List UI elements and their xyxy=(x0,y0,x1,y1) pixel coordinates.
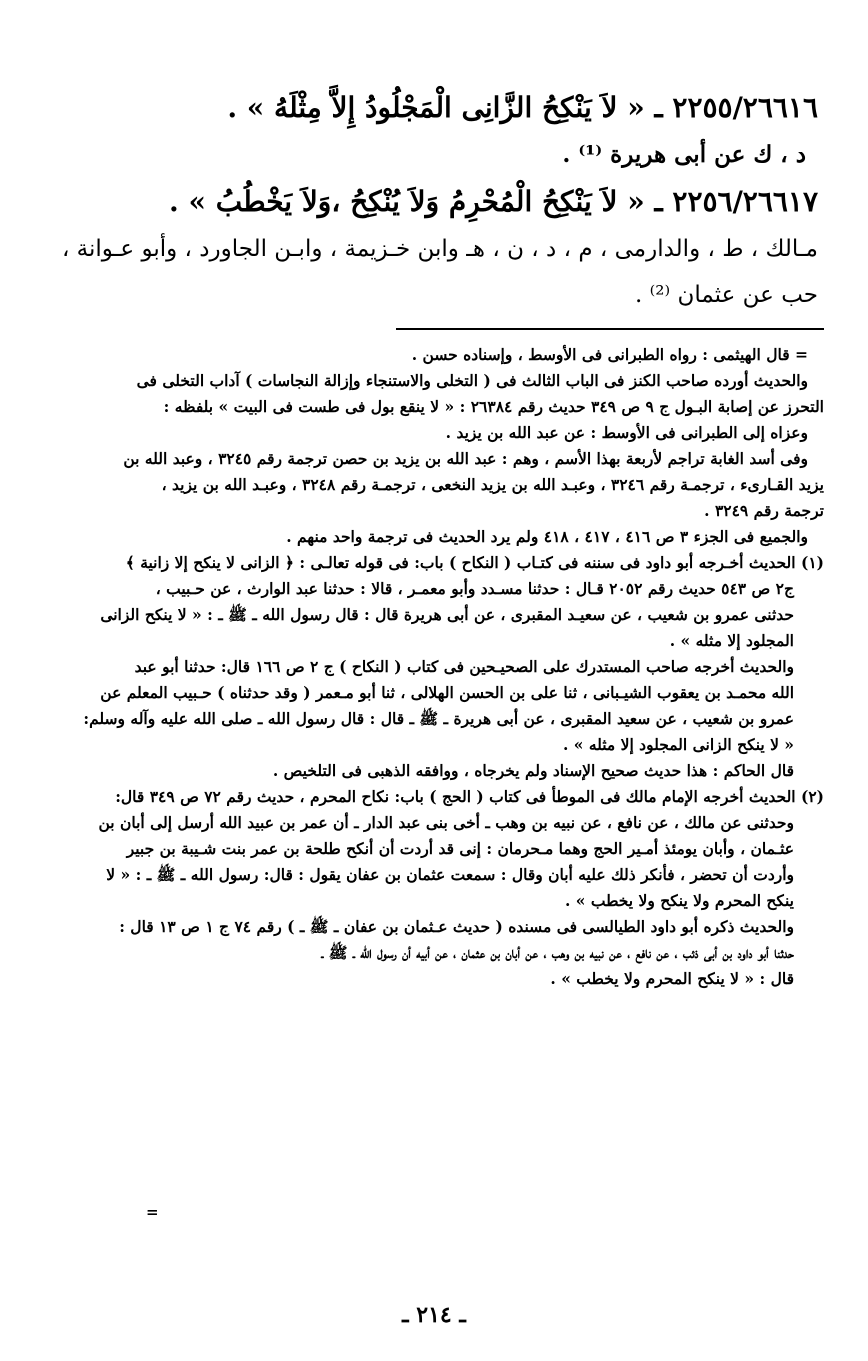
footnote-line: الله محمـد بن يعقوب الشيـبانى ، ثنا على بن الحسن الهلالى ، ثنا أبو مـعمر ( وقد حدثناه ) حـبيب المعلم عن xyxy=(100,683,794,702)
footnote-line: المجلود إلا مثله » . xyxy=(669,631,794,650)
footnote-line: « لا ينكح الزانى المجلود إلا مثله » . xyxy=(562,735,794,754)
footnote-line: والجميع فى الجزء ٣ ص ٤١٦ ، ٤١٧ ، ٤١٨ ولم يرد الحديث فى ترجمة واحد منهم . xyxy=(286,527,808,546)
footnote-line: ج٢ ص ٥٤٣ حديث رقم ٢٠٥٢ قـال : حدثنا مسـدد وأبو معمـر ، قالا : حدثنا عبد الوارث ، عن حـبيب ، xyxy=(155,579,794,598)
footnote-line: وفى أسد الغابة تراجم لأربعة بهذا الأسم ، وهم : عبد الله بن يزيد بن حصن ترجمة رقم ٣٢٤٥ ، وعبد الله بن xyxy=(123,449,808,468)
footnote-line: عثـمان ، وأبان يومئذ أمـير الحج وهما مـحرمان : إنى قد أردت أن أنكح طلحة بن عمر بنت شـيبة بن جبير xyxy=(126,839,794,858)
footnote-line: قال الحاكم : هذا حديث صحيح الإسناد ولم يخرجاه ، ووافقه الذهبى فى التلخيص . xyxy=(272,761,794,780)
footnote-line: والحديث أخرجه صاحب المستدرك على الصحيـحين فى كتاب ( النكاح ) ج ٢ ص ١٦٦ قال: حدثنا أبو عبد xyxy=(134,657,794,676)
footnotes xyxy=(44,342,824,992)
footnote-line: يزيد القـارىء ، ترجمـة رقم ٣٢٤٦ ، وعبـد الله بن يزيد النخعى ، ترجمـة رقم ٣٢٤٨ ، وعبـد الله بن يزيد ، xyxy=(161,475,824,494)
continuation-mark: = xyxy=(146,1203,159,1221)
footnote-line: عمرو بن شعيب ، عن سعيد المقبرى ، عن أبى هريرة ـ ﷺ ـ قال : قال رسول الله ـ صلى الله عليه وآله وسلم: xyxy=(83,709,794,728)
footnote-line: قال : « لا ينكح المحرم ولا يخطب » . xyxy=(550,969,794,988)
footnote-line: والحديث أورده صاحب الكنز فى الباب الثالث فى ( التخلى والاستنجاء وإزالة النجاسات ) آداب التخلى فى xyxy=(136,371,808,390)
hadith-2255-source: د ، ك عن أبى هريرة ⁽¹⁾ . xyxy=(562,141,806,168)
footnote-line: وعزاه إلى الطبرانى فى الأوسط : عن عبد الله بن يزيد . xyxy=(445,423,808,442)
footnote-line: وأردت أن تحضر ، فأنكر ذلك عليه أبان وقال : سمعت عثمان بن عفان يقول : قال: رسول الله ـ ﷺ ـ : « لا xyxy=(106,865,794,884)
main-text xyxy=(44,84,824,318)
hadith-2256-source xyxy=(44,226,824,318)
footnote-1: (١) الحديث أخـرجه أبو داود فى سننه فى كتـاب ( النكاح ) باب: فى قوله تعالـى : ﴿ الزانى لا ينكح إلا زانية ﴾ xyxy=(125,553,824,572)
footnote-line: = قال الهيثمى : رواه الطبرانى فى الأوسط ، وإسناده حسن . xyxy=(411,345,808,364)
footnote-line: والحديث ذكره أبو داود الطيالسى فى مسنده ( حديث عـثمان بن عفان ـ ﷺ ـ ) رقم ٧٤ ج ١ ص ١٣ قال : xyxy=(119,917,794,936)
page-number: ـ ٢١٤ ـ xyxy=(402,1302,466,1328)
hadith-2256: ٢٢٥٦/٢٦٦١٧ ـ « لاَ يَنْكِحُ الْمُحْرِمُ وَلاَ يُنْكِحُ ،وَلاَ يَخْطُبُ » . xyxy=(169,185,818,218)
footnote-divider xyxy=(396,328,824,330)
source-line: مـالك ، ط ، والدارمى ، م ، د ، ن ، هـ وابن خـزيمة ، وابـن الجاورد ، وأبو عـوانة ، xyxy=(61,236,818,262)
hadith-2255: ٢٢٥٥/٢٦٦١٦ ـ « لاَ يَنْكِحُ الزَّانِى الْمَجْلُودُ إِلاَّ مِثْلَهُ » . xyxy=(227,91,818,124)
footnote-line: حدثنا أبو داود بن أبى ذئب ، عن نافع ، عن نبيه بن وهب ، عن أبان بن عثمان ، عن أبيه أن رسول الله ـ ﷺ ـ xyxy=(321,943,794,962)
footnote-line: وحدثنى عن مالك ، عن نافع ، عن نبيه بن وهب ـ أخى بنى عبد الدار ـ أن عمر بن عبيد الله أرسل إلى أبان بن xyxy=(98,813,794,832)
footnote-line: التحرز عن إصابة البـول ج ٩ ص ٣٤٩ حديث رقم ٢٦٣٨٤ : « لا ينقع بول فى طست فى البيت » بلفظه : xyxy=(163,397,824,416)
footnote-line: حدثنى عمرو بن شعيب ، عن سعيـد المقبرى ، عن أبى هريرة قال : قال رسول الله ـ ﷺ ـ : « لا ينكح الزانى xyxy=(100,605,794,624)
footnote-line: ينكح المحرم ولا ينكح ولا يخطب » . xyxy=(564,891,794,910)
footnote-line: ترجمة رقم ٣٢٤٩ . xyxy=(704,501,824,520)
footnote-2: (٢) الحديث أخرجه الإمام مالك فى الموطأ فى كتاب ( الحج ) باب: نكاح المحرم ، حديث رقم ٧٢ ص ٣٤٩ قال: xyxy=(115,787,824,806)
source-line: حب عن عثمان ⁽²⁾ . xyxy=(635,282,818,308)
